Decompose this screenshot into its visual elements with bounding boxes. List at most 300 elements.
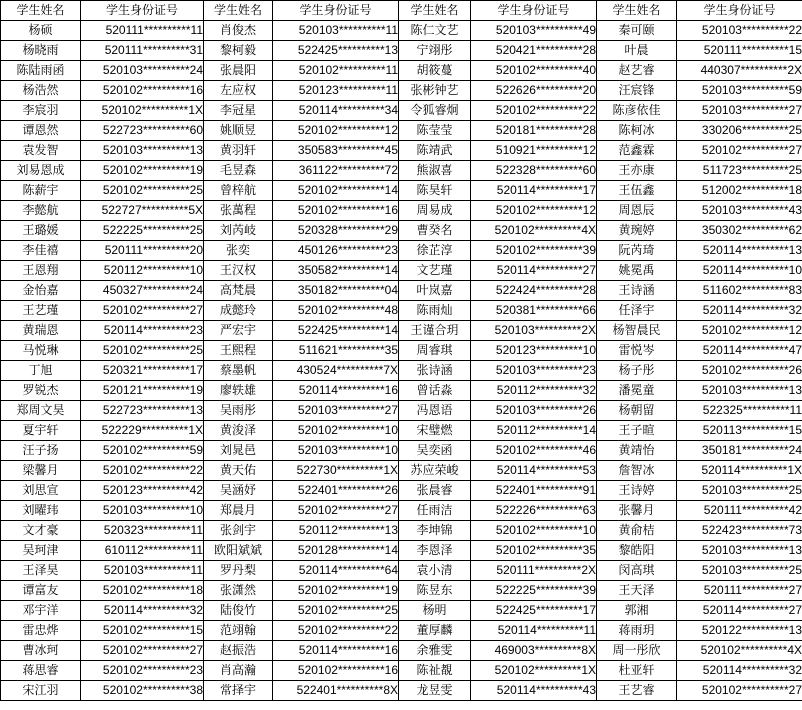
student-id-cell: 520102**********12 xyxy=(273,121,399,141)
student-name-cell: 黄羽轩 xyxy=(204,141,273,161)
table-row xyxy=(1,561,802,581)
student-id-cell: 520102**********14 xyxy=(273,181,399,201)
student-id-cell: 520114**********13 xyxy=(677,241,802,261)
student-name-cell: 杨朝留 xyxy=(597,401,677,421)
student-name-cell: 高梵晨 xyxy=(204,281,273,301)
student-name-cell: 曹冰珂 xyxy=(1,641,81,661)
student-id-cell: 361122**********72 xyxy=(273,161,399,181)
table-row xyxy=(1,461,802,481)
student-id-cell: 520102**********40 xyxy=(471,61,597,81)
student-id-cell: 430524**********7X xyxy=(273,361,399,381)
student-id-cell: 520103**********27 xyxy=(273,401,399,421)
student-id-cell: 520102**********16 xyxy=(81,81,204,101)
student-name-cell: 张晨阳 xyxy=(204,61,273,81)
student-name-cell: 吴珂津 xyxy=(1,541,81,561)
student-id-cell: 520102**********25 xyxy=(81,181,204,201)
student-id-cell: 520114**********34 xyxy=(273,101,399,121)
student-name-cell: 张馨月 xyxy=(597,501,677,521)
student-id-cell: 522401**********91 xyxy=(471,481,597,501)
student-id-cell: 510921**********12 xyxy=(471,141,597,161)
column-header-student-id: 学生身份证号 xyxy=(81,1,204,21)
student-id-cell: 520421**********28 xyxy=(471,41,597,61)
student-name-cell: 范鑫霖 xyxy=(597,141,677,161)
table-row xyxy=(1,341,802,361)
student-name-cell: 阮芮琦 xyxy=(597,241,677,261)
student-name-cell: 张奕 xyxy=(204,241,273,261)
student-id-cell: 520123**********42 xyxy=(81,481,204,501)
table-row xyxy=(1,121,802,141)
student-name-cell: 姚顺昱 xyxy=(204,121,273,141)
student-name-cell: 邓宇洋 xyxy=(1,601,81,621)
student-id-cell: 520323**********11 xyxy=(81,521,204,541)
student-name-cell: 肖俊杰 xyxy=(204,21,273,41)
student-id-cell: 522225**********39 xyxy=(471,581,597,601)
student-name-cell: 杨硕 xyxy=(1,21,81,41)
student-id-cell: 520102**********1X xyxy=(471,661,597,681)
student-id-cell: 520112**********13 xyxy=(273,521,399,541)
student-name-cell: 黎皓阳 xyxy=(597,541,677,561)
student-name-cell: 王恩翔 xyxy=(1,261,81,281)
student-name-cell: 宋江羽 xyxy=(1,681,81,701)
student-id-cell: 520102**********4X xyxy=(471,221,597,241)
student-name-cell: 张晨睿 xyxy=(399,481,471,501)
table-row xyxy=(1,681,802,701)
student-id-cell: 520102**********12 xyxy=(471,201,597,221)
student-id-cell: 520103**********22 xyxy=(677,21,802,41)
student-id-cell: 522626**********20 xyxy=(471,81,597,101)
table-row xyxy=(1,261,802,281)
student-id-cell: 520114**********53 xyxy=(471,461,597,481)
student-name-cell: 李佳禧 xyxy=(1,241,81,261)
table-row xyxy=(1,241,802,261)
student-id-cell: 520102**********18 xyxy=(81,581,204,601)
student-id-cell: 520114**********27 xyxy=(677,601,802,621)
student-id-cell: 522401**********26 xyxy=(273,481,399,501)
student-id-cell: 520103**********10 xyxy=(81,501,204,521)
student-name-cell: 郑周文昊 xyxy=(1,401,81,421)
table-row xyxy=(1,101,802,121)
table-row xyxy=(1,361,802,381)
student-name-cell: 黄浚泽 xyxy=(204,421,273,441)
student-name-cell: 范翊翰 xyxy=(204,621,273,641)
student-name-cell: 王汉权 xyxy=(204,261,273,281)
student-id-cell: 520114**********43 xyxy=(471,681,597,701)
student-name-cell: 陈陆雨函 xyxy=(1,61,81,81)
student-name-cell: 梁馨月 xyxy=(1,461,81,481)
student-name-cell: 王伍鑫 xyxy=(597,181,677,201)
table-row xyxy=(1,401,802,421)
student-id-cell: 520114**********27 xyxy=(471,261,597,281)
student-name-cell: 黎柯毅 xyxy=(204,41,273,61)
student-name-cell: 雷忠烨 xyxy=(1,621,81,641)
student-name-cell: 龙昱雯 xyxy=(399,681,471,701)
student-id-cell: 520102**********19 xyxy=(273,581,399,601)
student-id-cell: 520111**********11 xyxy=(81,21,204,41)
student-name-cell: 刘晁邑 xyxy=(204,441,273,461)
student-id-cell: 520103**********2X xyxy=(471,321,597,341)
student-id-cell: 520122**********13 xyxy=(677,621,802,641)
student-name-cell: 陈莹莹 xyxy=(399,121,471,141)
student-id-cell: 520114**********32 xyxy=(677,661,802,681)
student-name-cell: 潘冕童 xyxy=(597,381,677,401)
student-id-cell: 522328**********60 xyxy=(471,161,597,181)
student-name-cell: 袁发智 xyxy=(1,141,81,161)
student-id-cell: 522730**********1X xyxy=(273,461,399,481)
student-name-cell: 蔡墨帆 xyxy=(204,361,273,381)
student-id-cell: 522727**********5X xyxy=(81,201,204,221)
column-header-student-name: 学生姓名 xyxy=(204,1,273,21)
student-id-cell: 520381**********66 xyxy=(471,301,597,321)
student-name-cell: 李恩泽 xyxy=(399,541,471,561)
student-name-cell: 秦可颐 xyxy=(597,21,677,41)
table-row xyxy=(1,641,802,661)
student-name-cell: 令狐睿炯 xyxy=(399,101,471,121)
student-id-cell: 330206**********25 xyxy=(677,121,802,141)
table-row xyxy=(1,221,802,241)
student-name-cell: 王谨合玥 xyxy=(399,321,471,341)
student-id-cell: 520103**********26 xyxy=(471,401,597,421)
student-id-cell: 450327**********24 xyxy=(81,281,204,301)
student-id-cell: 520114**********64 xyxy=(273,561,399,581)
student-name-cell: 陈彦依佳 xyxy=(597,101,677,121)
table-row xyxy=(1,421,802,441)
student-name-cell: 杨浩然 xyxy=(1,81,81,101)
student-id-cell: 522401**********8X xyxy=(273,681,399,701)
student-id-cell: 522225**********25 xyxy=(81,221,204,241)
table-row xyxy=(1,621,802,641)
student-name-cell: 姚冕禹 xyxy=(597,261,677,281)
student-id-cell: 520123**********10 xyxy=(471,341,597,361)
student-name-cell: 叶晨 xyxy=(597,41,677,61)
student-name-cell: 刘曜玮 xyxy=(1,501,81,521)
student-name-cell: 董厚麟 xyxy=(399,621,471,641)
student-id-cell: 520111**********31 xyxy=(81,41,204,61)
student-id-cell: 520103**********13 xyxy=(677,541,802,561)
student-id-cell: 520102**********22 xyxy=(471,101,597,121)
student-id-cell: 520128**********14 xyxy=(273,541,399,561)
student-id-cell: 520103**********13 xyxy=(677,381,802,401)
student-name-cell: 苏应荣峻 xyxy=(399,461,471,481)
student-id-cell: 520102**********12 xyxy=(677,321,802,341)
student-name-cell: 肖高瀚 xyxy=(204,661,273,681)
student-name-cell: 余雅雯 xyxy=(399,641,471,661)
student-id-cell: 520103**********24 xyxy=(81,61,204,81)
student-id-cell: 520102**********48 xyxy=(273,301,399,321)
student-id-cell: 520102**********25 xyxy=(81,341,204,361)
student-id-cell: 610112**********11 xyxy=(81,541,204,561)
student-name-cell: 任泽宇 xyxy=(597,301,677,321)
student-name-cell: 李懿航 xyxy=(1,201,81,221)
student-name-cell: 成懿玲 xyxy=(204,301,273,321)
student-id-cell: 511723**********25 xyxy=(677,161,802,181)
student-name-cell: 吴涵妤 xyxy=(204,481,273,501)
student-name-cell: 周睿琪 xyxy=(399,341,471,361)
student-id-cell: 520103**********11 xyxy=(273,21,399,41)
student-id-cell: 520102**********16 xyxy=(273,201,399,221)
student-id-cell: 520102**********59 xyxy=(81,441,204,461)
student-name-cell: 陈薪宇 xyxy=(1,181,81,201)
student-name-cell: 刘芮岐 xyxy=(204,221,273,241)
student-name-cell: 黄靖怡 xyxy=(597,441,677,461)
table-row xyxy=(1,321,802,341)
table-row xyxy=(1,601,802,621)
student-name-cell: 蒋雨玥 xyxy=(597,621,677,641)
student-id-cell: 520102**********27 xyxy=(677,681,802,701)
student-id-cell: 520114**********16 xyxy=(273,381,399,401)
student-name-cell: 刘思宣 xyxy=(1,481,81,501)
student-name-cell: 黄瑞恩 xyxy=(1,321,81,341)
table-row xyxy=(1,661,802,681)
student-name-cell: 陈昊轩 xyxy=(399,181,471,201)
student-name-cell: 陈靖武 xyxy=(399,141,471,161)
table-row xyxy=(1,541,802,561)
student-name-cell: 张剑宇 xyxy=(204,521,273,541)
student-name-cell: 李坤锦 xyxy=(399,521,471,541)
student-id-cell: 520113**********15 xyxy=(677,421,802,441)
student-id-cell: 440307**********2X xyxy=(677,61,802,81)
student-id-cell: 520102**********22 xyxy=(81,461,204,481)
student-name-cell: 黄琬婷 xyxy=(597,221,677,241)
student-name-cell: 黄天佑 xyxy=(204,461,273,481)
student-name-cell: 李冠星 xyxy=(204,101,273,121)
student-id-cell: 520121**********19 xyxy=(81,381,204,401)
student-id-cell: 520102**********22 xyxy=(273,621,399,641)
student-id-cell: 520103**********25 xyxy=(677,561,802,581)
student-id-cell: 520103**********27 xyxy=(677,101,802,121)
student-id-cell: 520112**********32 xyxy=(471,381,597,401)
table-row xyxy=(1,61,802,81)
student-name-cell: 蒋思睿 xyxy=(1,661,81,681)
student-name-cell: 宋璧燃 xyxy=(399,421,471,441)
table-row xyxy=(1,201,802,221)
table-row xyxy=(1,521,802,541)
student-id-cell: 520114**********47 xyxy=(677,341,802,361)
student-name-cell: 毛昱森 xyxy=(204,161,273,181)
student-id-cell: 520102**********26 xyxy=(677,361,802,381)
student-name-cell: 谭富友 xyxy=(1,581,81,601)
student-name-cell: 王子暄 xyxy=(597,421,677,441)
student-id-cell: 520102**********46 xyxy=(471,441,597,461)
student-name-cell: 夏宇轩 xyxy=(1,421,81,441)
student-id-cell: 520328**********29 xyxy=(273,221,399,241)
student-id-cell: 350582**********14 xyxy=(273,261,399,281)
student-name-cell: 陈仁文艺 xyxy=(399,21,471,41)
student-name-cell: 杨子彤 xyxy=(597,361,677,381)
student-id-cell: 520102**********16 xyxy=(273,661,399,681)
student-name-cell: 陈祉覩 xyxy=(399,661,471,681)
student-id-cell: 520103**********10 xyxy=(273,441,399,461)
student-name-cell: 王天泽 xyxy=(597,581,677,601)
student-id-cell: 520114**********17 xyxy=(471,181,597,201)
student-name-cell: 汪子扬 xyxy=(1,441,81,461)
student-id-cell: 520103**********25 xyxy=(677,481,802,501)
student-id-cell: 520111**********27 xyxy=(677,581,802,601)
student-id-cell: 520102**********35 xyxy=(471,541,597,561)
student-name-cell: 吴雨彤 xyxy=(204,401,273,421)
student-id-cell: 512002**********18 xyxy=(677,181,802,201)
student-name-cell: 王艺睿 xyxy=(597,681,677,701)
table-row xyxy=(1,21,802,41)
student-id-cell: 520114**********16 xyxy=(273,641,399,661)
table-row xyxy=(1,581,802,601)
student-name-cell: 罗锐杰 xyxy=(1,381,81,401)
student-id-cell: 520114**********32 xyxy=(677,301,802,321)
student-name-cell: 谭恩然 xyxy=(1,121,81,141)
student-id-cell: 350302**********62 xyxy=(677,221,802,241)
student-id-cell: 522425**********13 xyxy=(273,41,399,61)
student-id-cell: 520102**********23 xyxy=(81,661,204,681)
student-name-cell: 丁旭 xyxy=(1,361,81,381)
student-id-cell: 522425**********14 xyxy=(273,321,399,341)
student-name-cell: 周易成 xyxy=(399,201,471,221)
student-id-cell: 350583**********45 xyxy=(273,141,399,161)
student-name-cell: 吴奕函 xyxy=(399,441,471,461)
table-row xyxy=(1,481,802,501)
student-id-cell: 522229**********1X xyxy=(81,421,204,441)
student-id-cell: 520181**********28 xyxy=(471,121,597,141)
student-id-cell: 522425**********17 xyxy=(471,601,597,621)
student-name-cell: 郑晨月 xyxy=(204,501,273,521)
student-id-cell: 520102**********1X xyxy=(81,101,204,121)
student-name-cell: 周恩辰 xyxy=(597,201,677,221)
student-name-cell: 杨智晨民 xyxy=(597,321,677,341)
column-header-student-id: 学生身份证号 xyxy=(677,1,802,21)
student-id-cell: 520103**********49 xyxy=(471,21,597,41)
student-name-cell: 马悦琳 xyxy=(1,341,81,361)
student-name-cell: 金怡嘉 xyxy=(1,281,81,301)
student-id-cell: 520103**********11 xyxy=(81,561,204,581)
student-id-cell: 520103**********23 xyxy=(471,361,597,381)
student-name-cell: 曾话淼 xyxy=(399,381,471,401)
student-name-cell: 严宏宇 xyxy=(204,321,273,341)
student-name-cell: 雷悦岑 xyxy=(597,341,677,361)
student-name-cell: 王艺瑾 xyxy=(1,301,81,321)
student-id-cell: 520112**********10 xyxy=(81,261,204,281)
student-id-cell: 520102**********11 xyxy=(273,61,399,81)
student-id-cell: 520112**********14 xyxy=(471,421,597,441)
student-name-cell: 文艺瑾 xyxy=(399,261,471,281)
student-name-cell: 王熙程 xyxy=(204,341,273,361)
student-name-cell: 张诗涵 xyxy=(399,361,471,381)
student-id-cell: 520102**********27 xyxy=(273,501,399,521)
table-row xyxy=(1,181,802,201)
table-row xyxy=(1,281,802,301)
roster-body xyxy=(1,21,802,701)
student-id-cell: 511621**********35 xyxy=(273,341,399,361)
student-id-cell: 522723**********13 xyxy=(81,401,204,421)
student-id-cell: 520114**********11 xyxy=(471,621,597,641)
student-name-cell: 叶岚嘉 xyxy=(399,281,471,301)
student-id-cell: 520321**********17 xyxy=(81,361,204,381)
student-id-cell: 522723**********60 xyxy=(81,121,204,141)
table-row xyxy=(1,381,802,401)
student-name-cell: 王亦康 xyxy=(597,161,677,181)
student-id-cell: 520114**********32 xyxy=(81,601,204,621)
student-name-cell: 曾梓航 xyxy=(204,181,273,201)
table-row xyxy=(1,161,802,181)
table-row xyxy=(1,501,802,521)
student-id-cell: 520111**********2X xyxy=(471,561,597,581)
student-name-cell: 周一彤欣 xyxy=(597,641,677,661)
student-name-cell: 宁翊彤 xyxy=(399,41,471,61)
column-header-student-name: 学生姓名 xyxy=(597,1,677,21)
student-id-cell: 520123**********11 xyxy=(273,81,399,101)
header-row xyxy=(1,1,802,21)
student-name-cell: 曹癸名 xyxy=(399,221,471,241)
student-id-cell: 350182**********04 xyxy=(273,281,399,301)
column-header-student-id: 学生身份证号 xyxy=(471,1,597,21)
student-id-cell: 520102**********38 xyxy=(81,681,204,701)
student-name-cell: 陈昱东 xyxy=(399,581,471,601)
student-id-cell: 520102**********27 xyxy=(677,141,802,161)
student-id-cell: 520102**********27 xyxy=(81,641,204,661)
student-id-cell: 520103**********59 xyxy=(677,81,802,101)
student-name-cell: 杜亚轩 xyxy=(597,661,677,681)
student-id-cell: 522424**********28 xyxy=(471,281,597,301)
student-id-cell: 469003**********8X xyxy=(471,641,597,661)
student-name-cell: 任雨洁 xyxy=(399,501,471,521)
column-header-student-id: 学生身份证号 xyxy=(273,1,399,21)
student-id-cell: 520111**********15 xyxy=(677,41,802,61)
student-name-cell: 郭湘 xyxy=(597,601,677,621)
student-id-cell: 520103**********43 xyxy=(677,201,802,221)
student-id-cell: 520103**********13 xyxy=(81,141,204,161)
student-id-cell: 520114**********10 xyxy=(677,261,802,281)
student-id-cell: 350181**********24 xyxy=(677,441,802,461)
student-name-cell: 廖轶雄 xyxy=(204,381,273,401)
student-id-cell: 450126**********23 xyxy=(273,241,399,261)
student-id-cell: 520102**********25 xyxy=(273,601,399,621)
student-id-cell: 520114**********1X xyxy=(677,461,802,481)
student-name-cell: 王泽昊 xyxy=(1,561,81,581)
student-name-cell: 文才豪 xyxy=(1,521,81,541)
student-name-cell: 黄俞桔 xyxy=(597,521,677,541)
student-name-cell: 王璐媛 xyxy=(1,221,81,241)
student-id-cell: 520111**********20 xyxy=(81,241,204,261)
student-name-cell: 赵艺睿 xyxy=(597,61,677,81)
student-name-cell: 冯恩语 xyxy=(399,401,471,421)
student-name-cell: 徐芷淳 xyxy=(399,241,471,261)
column-header-student-name: 学生姓名 xyxy=(399,1,471,21)
student-id-cell: 520102**********19 xyxy=(81,161,204,181)
student-name-cell: 王诗婷 xyxy=(597,481,677,501)
student-id-cell: 520102**********10 xyxy=(273,421,399,441)
student-name-cell: 张彬钟艺 xyxy=(399,81,471,101)
table-row xyxy=(1,141,802,161)
table-row xyxy=(1,301,802,321)
student-name-cell: 李宸羽 xyxy=(1,101,81,121)
student-id-cell: 511602**********83 xyxy=(677,281,802,301)
student-name-cell: 陈柯冰 xyxy=(597,121,677,141)
table-row xyxy=(1,441,802,461)
student-id-cell: 522423**********73 xyxy=(677,521,802,541)
student-name-cell: 常择宇 xyxy=(204,681,273,701)
table-row xyxy=(1,81,802,101)
student-name-cell: 王诗涵 xyxy=(597,281,677,301)
student-name-cell: 詹智冰 xyxy=(597,461,677,481)
student-name-cell: 陈雨灿 xyxy=(399,301,471,321)
student-id-cell: 522325**********11 xyxy=(677,401,802,421)
student-id-cell: 522226**********63 xyxy=(471,501,597,521)
table-row xyxy=(1,41,802,61)
student-name-cell: 左应权 xyxy=(204,81,273,101)
student-name-cell: 刘易恩成 xyxy=(1,161,81,181)
student-name-cell: 陆俊竹 xyxy=(204,601,273,621)
student-name-cell: 张潇然 xyxy=(204,581,273,601)
student-name-cell: 罗丹梨 xyxy=(204,561,273,581)
student-id-cell: 520114**********23 xyxy=(81,321,204,341)
student-id-cell: 520102**********4X xyxy=(677,641,802,661)
